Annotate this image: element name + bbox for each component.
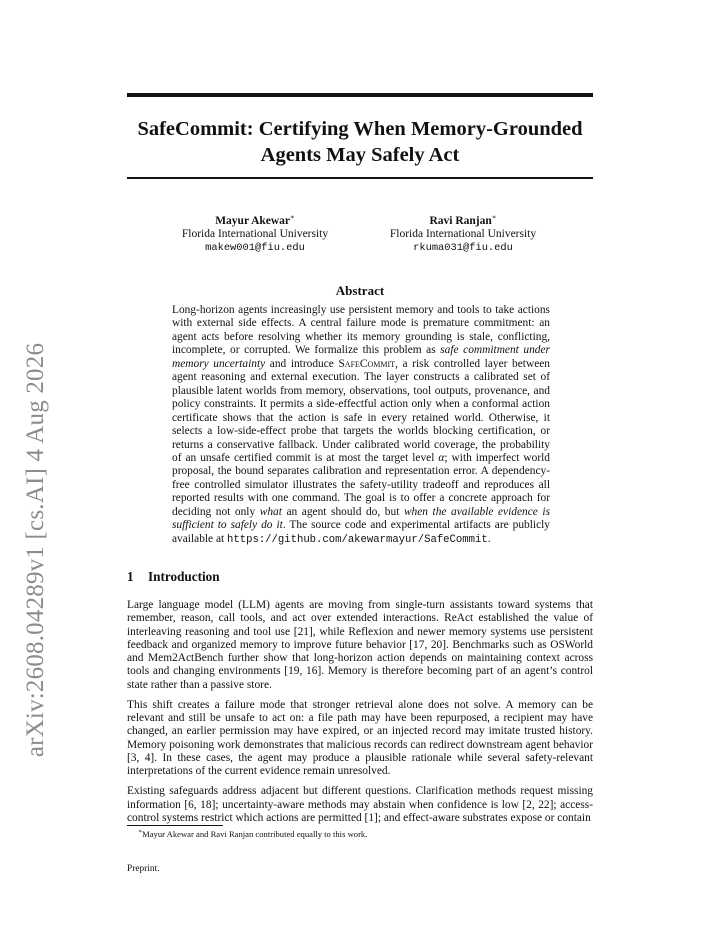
footnote-rule — [127, 825, 223, 826]
author-footnote-mark: ∗ — [290, 213, 295, 221]
repository-url[interactable]: https://github.com/akewarmayur/SafeCommit — [227, 533, 488, 546]
title-line-2: Agents May Safely Act — [260, 144, 460, 166]
author-email: rkuma031@fiu.edu — [413, 241, 513, 254]
author-affiliation: Florida International University — [389, 228, 537, 241]
section-heading-introduction — [127, 569, 220, 585]
footnote-text: Mayur Akewar and Ravi Ranjan contributed equally to this work. — [142, 828, 368, 839]
paper-title — [127, 116, 593, 168]
preprint-label: Preprint. — [127, 864, 160, 874]
title-bottom-rule — [127, 177, 593, 179]
author-footnote-mark: ∗ — [491, 213, 497, 221]
author-block-2 — [388, 211, 538, 255]
paragraph: Existing safeguards address adjacent but different questions. Clarification methods request missing information [6, 18]; uncertainty-aware methods may abstain when confidence is low [2, 22]; access-control systems restrict which actions are permitted [1]; and effect-aware substrates expose or contain — [127, 785, 593, 825]
arxiv-side-stamp — [12, 340, 60, 760]
footnote-mark: ∗ — [138, 829, 143, 835]
author-block-1 — [180, 211, 330, 255]
author-affiliation: Florida International University — [181, 228, 329, 241]
introduction-body — [127, 599, 593, 832]
paragraph: Large language model (LLM) agents are moving from single-turn assistants toward systems that remember, reason, call tools, and act over extended interactions. ReAct established the value of interleaving reasoning and tool use [21], while Reflexion and newer memory systems use persistent feedback and organized memory to improve future behavior [17, 20]. Benchmarks such as OSWorld and Mem2ActBench further show that long-horizon action depends on maintaining context across tools and changing environments [19, 16]. Memory is therefore becoming part of an agent’s control state rather than a passive store. — [127, 599, 593, 691]
abstract-emphasis: safe commitment under memory uncertainty — [172, 344, 550, 370]
footnote — [138, 828, 367, 839]
section-title: Introduction — [148, 569, 220, 584]
author-name: Ravi Ranjan∗ — [429, 213, 497, 227]
alpha-symbol: α — [438, 451, 445, 464]
title-line-1: SafeCommit: Certifying When Memory-Grounded — [137, 118, 583, 140]
author-name: Mayur Akewar∗ — [215, 213, 295, 227]
paragraph: This shift creates a failure mode that stronger retrieval alone does not solve. A memory can be relevant and still be unsafe to act on: a file path may have been repurposed, a recipient may have changed, an earlier permission may have expired, or an injected record may imitate trusted history. Memory poisoning work demonstrates that malicious records can redirect downstream agent behavior [3, 4]. In these cases, the agent may produce a plausible rationale while several safety-relevant interpretations of the current evidence remain unresolved. — [127, 698, 593, 778]
section-number: 1 — [127, 569, 134, 584]
arxiv-identifier: arXiv:2608.04289v1 [cs.AI] 4 Aug 2026 — [22, 342, 50, 758]
title-top-rule — [127, 93, 593, 97]
abstract-text: Long-horizon agents increasingly use persistent memory and tools to take actions with external side effects. A central failure mode is premature commitment: an agent acts before resolving whether its memory grounding is stale, conflicting, incomplete, or corrupted. We formalize this problem as safe commitment under memory uncertainty and introduce SafeCommit, a risk controlled layer between agent reasoning and external execution. The layer constructs a calibrated set of plausible latent worlds from memory, observations, tool outputs, provenance, and policy constraints. It permits a side-effectful action only when a conformal action certificate shows that the action is safe in every retained world. Otherwise, it selects a low-side-effect probe that targets the worlds blocking certification, or returns a conservative fallback. Under calibrated world coverage, the probability of an unsafe certified commit is at most the target level α; with imperfect world proposal, the bound separates calibration and representation error. A dependency-free controlled simulator illustrates the safety-utility tradeoff and reproduces all reported results with one command. The goal is to offer a concrete approach for deciding not only what an agent should do, but when the available evidence is sufficient to safely do it. The source code and experimental artifacts are publicly available at https://github.com/akewarmayur/SafeCommit. — [172, 304, 551, 546]
abstract-heading: Abstract — [335, 283, 385, 298]
author-email: makew001@fiu.edu — [205, 241, 305, 254]
